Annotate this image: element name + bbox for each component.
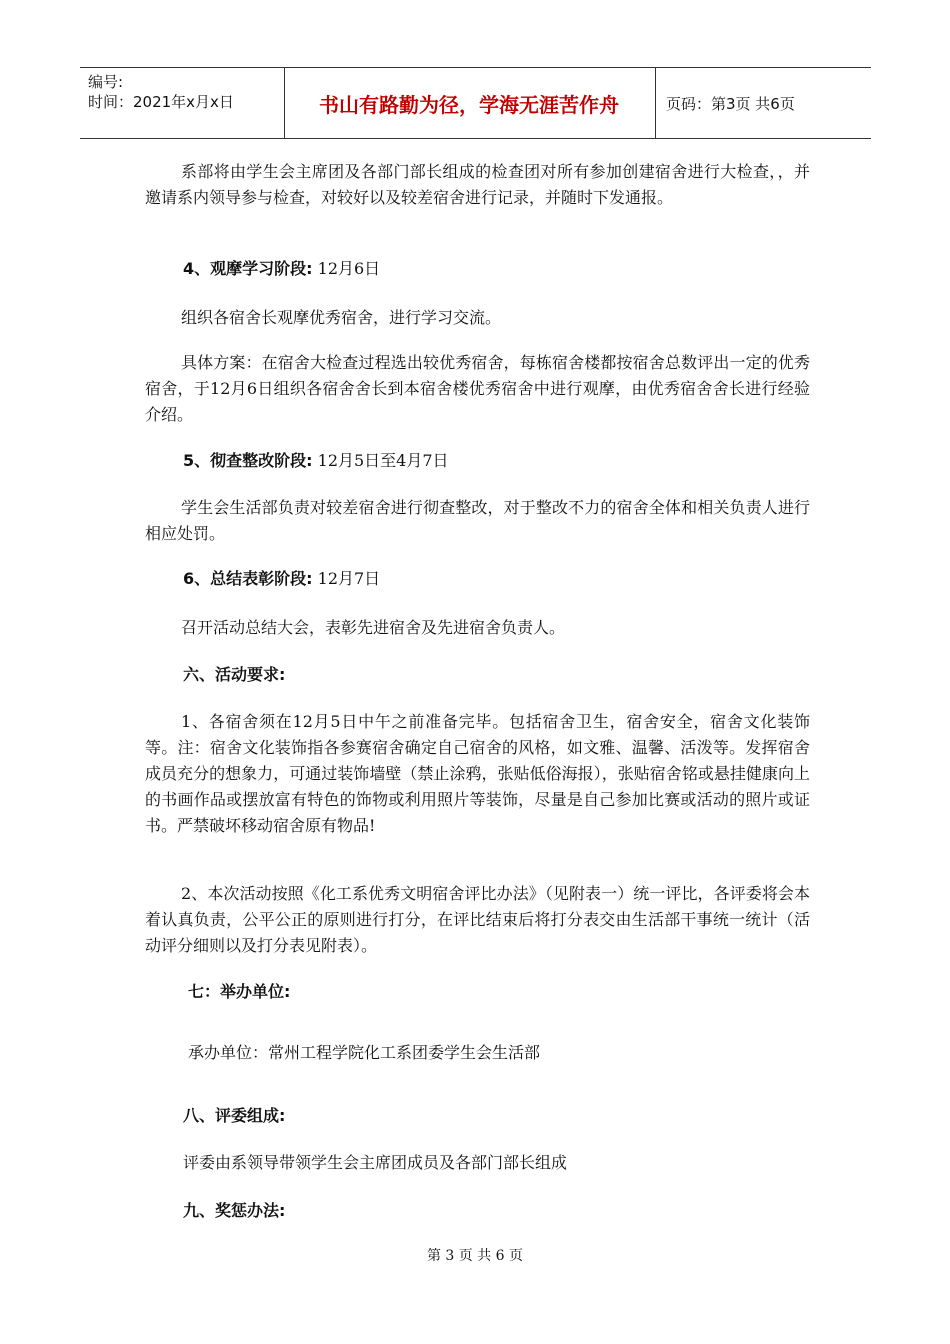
section-heading: [183, 256, 380, 282]
section-title: 六、活动要求:: [183, 665, 286, 684]
section-title: 八、评委组成:: [183, 1106, 286, 1125]
section-title: 七：举办单位:: [188, 982, 291, 1001]
paragraph: 学生会生活部负责对较差宿舍进行彻查整改，对于整改不力的宿舍全体和相关负责人进行相应处罚。: [145, 498, 810, 543]
page-header: [80, 67, 871, 139]
section-heading: [183, 1198, 285, 1224]
paragraph: 具体方案：在宿舍大检查过程选出较优秀宿舍，每栋宿舍楼都按宿舍总数评出一定的优秀宿舍，于12月6日组织各宿舍舍长到本宿舍楼优秀宿舍中进行观摩，由优秀宿舍舍长进行经验介绍。: [145, 353, 810, 424]
section-heading: [183, 1103, 285, 1129]
paragraph: 1、各宿舍须在12月5日中午之前准备完毕。包括宿舍卫生，宿舍安全，宿舍文化装饰等。注：宿舍文化装饰指各参赛宿舍确定自己宿舍的风格，如文雅、温馨、活泼等。发挥宿舍成员充分的想象力，可通过装饰墙壁（禁止涂鸦，张贴低俗海报），张贴宿舍铭或悬挂健康向上的书画作品或摆放富有特色的饰物或利用照片等装饰，尽量是自己参加比赛或活动的照片或证书。严禁破坏移动宿舍原有物品!: [145, 712, 810, 835]
paragraph: 召开活动总结大会，表彰先进宿舍及先进宿舍负责人。: [181, 618, 566, 637]
section-date: 12月7日: [312, 569, 381, 588]
section-date: 12月5日至4月7日: [312, 451, 449, 470]
paragraph: 评委由系领导带领学生会主席团成员及各部门部长组成: [183, 1153, 568, 1172]
header-meta: [88, 72, 278, 112]
section-heading: [183, 662, 285, 688]
section-heading: [183, 448, 449, 474]
section-heading: [188, 979, 290, 1005]
section-heading: [183, 566, 380, 592]
section-title: 九、奖惩办法:: [183, 1201, 286, 1220]
paragraph: 2、本次活动按照《化工系优秀文明宿舍评比办法》（见附表一）统一评比，各评委将会本着认真负责，公平公正的原则进行打分，在评比结束后将打分表交由生活部干事统一统计（活动评分细则以及打分表见附表）。: [145, 884, 810, 955]
paragraph: 承办单位：常州工程学院化工系团委学生会生活部: [188, 1043, 541, 1062]
document-date: 时间：2021年x月x日: [88, 93, 234, 111]
header-motto: 书山有路勤为径，学海无涯苦作舟: [319, 92, 619, 117]
header-page-number: 页码：第3页 共6页: [666, 94, 795, 113]
header-divider: [655, 68, 656, 138]
document-number: 编号:: [88, 73, 124, 91]
section-date: 12月6日: [312, 259, 381, 278]
section-title: 6、总结表彰阶段:: [183, 569, 313, 588]
page-footer: 第 3 页 共 6 页: [426, 1248, 524, 1264]
paragraph: 组织各宿舍长观摩优秀宿舍，进行学习交流。: [181, 308, 502, 327]
section-title: 5、彻查整改阶段:: [183, 451, 313, 470]
section-title: 4、观摩学习阶段:: [183, 259, 313, 278]
paragraph: 系部将由学生会主席团及各部门部长组成的检查团对所有参加创建宿舍进行大检查，，并邀请系内领导参与检查，对较好以及较差宿舍进行记录，并随时下发通报。: [145, 162, 810, 207]
